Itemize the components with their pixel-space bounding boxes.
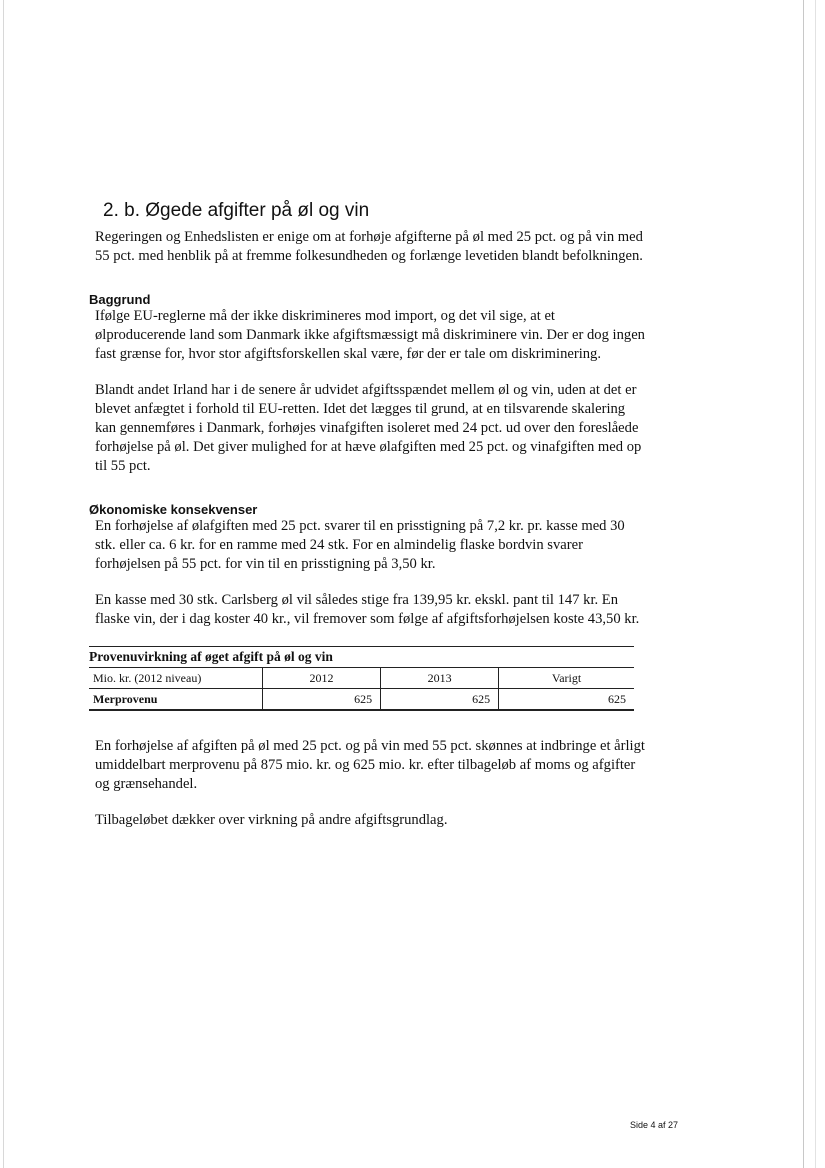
closing-paragraph-2: Tilbageløbet dækker over virkning på andre afgiftsgrundlag. [95,812,448,828]
scan-edge-left [3,0,4,1168]
document-content [89,200,649,830]
background-heading: Baggrund [89,292,151,307]
table-header-cell: Mio. kr. (2012 niveau) [89,668,263,689]
economic-paragraph-2: En kasse med 30 stk. Carlsberg øl vil således stige fra 139,95 kr. ekskl. pant til 147 kr. En flaske vin, der i dag koster 40 kr., vil fremover som følge af afgiftsforhøjelsen koste 43,50 kr. [95,592,640,627]
table-cell: 625 [263,689,381,711]
scan-edge-right [803,0,804,1168]
table-caption: Provenuvirkning af øget afgift på øl og vin [89,647,634,668]
page-number: Side 4 af 27 [630,1120,679,1130]
table-cell: 625 [499,689,634,711]
table-header-cell: 2012 [263,668,381,689]
background-paragraph-2: Blandt andet Irland har i de senere år udvidet afgiftsspændet mellem øl og vin, uden at det er blevet anfægtet i forhold til EU-retten. Idet det lægges til grund, at en tilsvarende skalering kan gennemføres i Danmark, forhøjes vinafgiften isoleret med 24 pct. ud over den foreslåede forhøjelse på øl. Det giver mulighed for at hæve ølafgiften med 25 pct. og vinafgiften med op til 55 pct. [95,382,642,474]
scan-edge-right-outer [815,0,816,1168]
table-header-cell: 2013 [381,668,499,689]
economic-paragraph-1: En forhøjelse af ølafgiften med 25 pct. svarer til en prisstigning på 7,2 kr. pr. kasse med 30 stk. eller ca. 6 kr. for en ramme med 24 stk. For en almindelig flaske bordvin svarer forhøjelsen på 55 pct. for vin til en prisstigning på 3,50 kr. [95,518,625,572]
table-cell: Merprovenu [89,689,263,711]
table-row [89,689,634,711]
background-paragraph-1: Ifølge EU-reglerne må der ikke diskrimineres mod import, og det vil sige, at et ølproducerende land som Danmark ikke afgiftsmæssigt må diskriminere vin. Der er dog ingen fast grænse for, hvor stor afgiftsforskellen skal være, før der er tale om diskriminering. [95,308,645,362]
table-header-cell: Varigt [499,668,634,689]
economic-heading: Økonomiske konsekvenser [89,502,258,517]
section-title: 2. b. Øgede afgifter på øl og vin [103,200,370,221]
intro-paragraph: Regeringen og Enhedslisten er enige om at forhøje afgifterne på øl med 25 pct. og på vin med 55 pct. med henblik på at fremme folkesundheden og forlænge levetiden blandt befolkningen. [95,229,643,264]
closing-paragraph-1: En forhøjelse af afgiften på øl med 25 pct. og på vin med 55 pct. skønnes at indbringe et årligt umiddelbart merprovenu på 875 mio. kr. og 625 mio. kr. efter tilbageløb af moms og afgifter og grænsehandel. [95,738,645,792]
table-cell: 625 [381,689,499,711]
table-header-row [89,668,634,689]
revenue-table [89,646,634,711]
